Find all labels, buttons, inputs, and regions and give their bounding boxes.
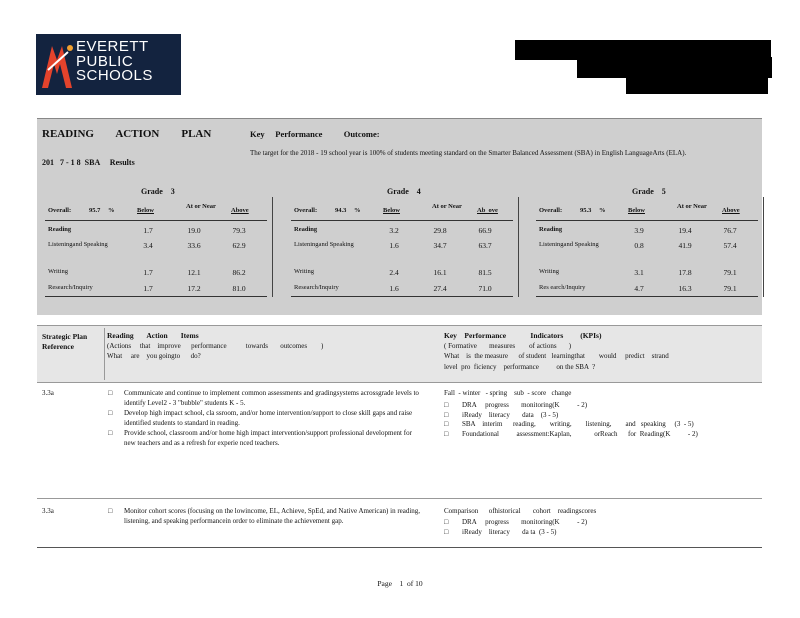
above-value: 62.9 [232,241,246,250]
kpi-list [444,518,744,537]
grade-divider [518,197,519,297]
row-ref: 3.3a [42,507,54,515]
redacted-block [626,76,768,94]
above-value: 79.3 [232,226,246,235]
row-ref: 3.3a [42,389,54,397]
header-rule [45,220,267,221]
col-near: At or Near [186,203,216,210]
skill-label: Research/Inquiry [294,284,339,291]
list-item: □ Monitor cohort scores (focusing on the lowincome, EL, Achieve, SpEd, and Native American) in reading, listening, and speaking performancein order to eliminate the achievement gap. [108,507,421,525]
header-rule [536,220,758,221]
below-value: 3.4 [143,241,153,250]
overall-value: 95.7 [89,207,101,214]
near-value: 29.8 [433,226,447,235]
below-value: 3.1 [634,268,644,277]
below-value: 0.8 [634,241,644,250]
results-subtitle: 201 7 - 1 8 SBA Results [42,158,135,167]
col-below: Below [383,207,400,214]
logo-mark-icon [40,40,74,90]
grade-title: Grade 3 [141,187,175,196]
grade-title: Grade 5 [632,187,666,196]
above-value: 79.1 [723,284,737,293]
near-value: 19.0 [187,226,201,235]
below-value: 1.7 [143,226,153,235]
col-action-items: Reading Action Items [107,331,199,340]
list-item: □ SBA interim reading, writing, listening, and speaking (3 - 5) [444,420,694,428]
col-kpis-sub2: What is the measure of student learningthat would predict strand [444,352,669,360]
list-item: □ Provide school, classroom and/or home high impact intervention/support professional development for new teachers and as a refresh for experie nced teachers. [108,429,412,447]
skill-label: Writing [294,268,314,275]
above-value: 71.0 [478,284,492,293]
list-item: □ iReady literacy data (3 - 5) [444,410,559,419]
skill-label: Res earch/Inquiry [539,284,586,291]
col-below: Below [628,207,645,214]
col-kpis: Key Performance Indicators (KPIs) [444,331,602,340]
action-list [108,389,428,448]
col-above: Above [722,207,740,214]
above-value: 81.5 [478,268,492,277]
near-value: 41.9 [678,241,692,250]
col-kpis-sub3: level pro ficiency performance on the SBA ? [444,363,596,371]
above-value: 66.9 [478,226,492,235]
percent-sign: % [599,207,606,214]
below-value: 4.7 [634,284,644,293]
above-value: 76.7 [723,226,737,235]
col-near: At or Near [677,203,707,210]
col-divider [104,328,105,380]
kpi-list [444,401,744,439]
below-value: 1.7 [143,268,153,277]
district-logo [36,34,181,95]
skill-label: Writing [48,268,68,275]
header-rule [291,220,513,221]
col-above: Above [231,207,249,214]
kpi-lead: Fall - winter - spring sub - score change [444,389,572,397]
overall-value: 95.3 [580,207,592,214]
near-value: 19.4 [678,226,692,235]
above-value: 79.1 [723,268,737,277]
below-value: 3.9 [634,226,644,235]
below-value: 3.2 [389,226,399,235]
below-value: 1.7 [143,284,153,293]
grade-divider [763,197,764,297]
skill-label: Listeningand Speaking [48,241,108,248]
above-value: 81.0 [232,284,246,293]
near-value: 16.3 [678,284,692,293]
col-kpis-sub: ( Formative measures of actions ) [444,342,572,350]
bottom-rule [536,296,758,297]
col-near: At or Near [432,203,462,210]
below-value: 1.6 [389,241,399,250]
logo-text: EVERETT PUBLIC SCHOOLS [76,38,153,84]
near-value: 16.1 [433,268,447,277]
kpo-label: Key Performance Outcome: [250,129,380,139]
list-item: □ DRA progress monitoring(K - 2) [444,518,588,526]
page-number: Page 1 of 10 [377,579,423,588]
list-item: □ Foundational assessment:Kaplan, orReach for Reading(K - 2) [444,429,698,438]
col-below: Below [137,207,154,214]
near-value: 17.8 [678,268,692,277]
below-value: 1.6 [389,284,399,293]
skill-label: Reading [48,226,72,233]
skill-label: Research/Inquiry [48,284,93,291]
table-bottom-rule [37,547,762,548]
overall-value: 94.3 [335,207,347,214]
above-value: 86.2 [232,268,246,277]
list-item: □ Develop high impact school, cla ssroom, and/or home intervention/support to close skill gaps and raise identified students to standard in reading. [108,409,413,427]
near-value: 33.6 [187,241,201,250]
col-action-sub2: What are you goingto do? [107,352,201,360]
near-value: 12.1 [187,268,201,277]
near-value: 17.2 [187,284,201,293]
action-list [108,507,428,526]
skill-label: Reading [539,226,563,233]
near-value: 34.7 [433,241,447,250]
skill-label: Writing [539,268,559,275]
bottom-rule [45,296,267,297]
near-value: 27.4 [433,284,447,293]
kpo-text: The target for the 2018 - 19 school year is 100% of students meeting standard on the Smarter Balanced Assessment (SBA) in English LanguageArts (ELA). [250,149,687,157]
overall-label: Overall: [294,207,318,214]
skill-label: Listeningand Speaking [539,241,599,248]
grade-title: Grade 4 [387,187,421,196]
overall-label: Overall: [48,207,72,214]
col-action-sub: (Actions that improve performance towards outcomes ) [107,342,324,350]
below-value: 2.4 [389,268,399,277]
row-divider [37,498,762,499]
bottom-rule [291,296,513,297]
skill-label: Reading [294,226,318,233]
above-value: 57.4 [723,241,737,250]
overall-label: Overall: [539,207,563,214]
percent-sign: % [108,207,115,214]
percent-sign: % [354,207,361,214]
above-value: 63.7 [478,241,492,250]
list-item: □ iReady literacy da ta (3 - 5) [444,527,557,536]
list-item: □ Communicate and continue to implement common assessments and gradingsystems acrossgrade levels to identify Level2 - 3 "bubble" students K - 5. [108,389,419,407]
page-title: READING ACTION PLAN [42,128,212,140]
col-strategic-plan: Strategic Plan Reference [42,332,88,351]
grade-divider [272,197,273,297]
redacted-block [577,57,772,78]
skill-label: Listeningand Speaking [294,241,354,248]
list-item: □ DRA progress monitoring(K - 2) [444,401,588,409]
col-above: Ab ove [477,207,498,214]
kpi-lead: Comparison ofhistorical cohort readingscores [444,507,597,515]
